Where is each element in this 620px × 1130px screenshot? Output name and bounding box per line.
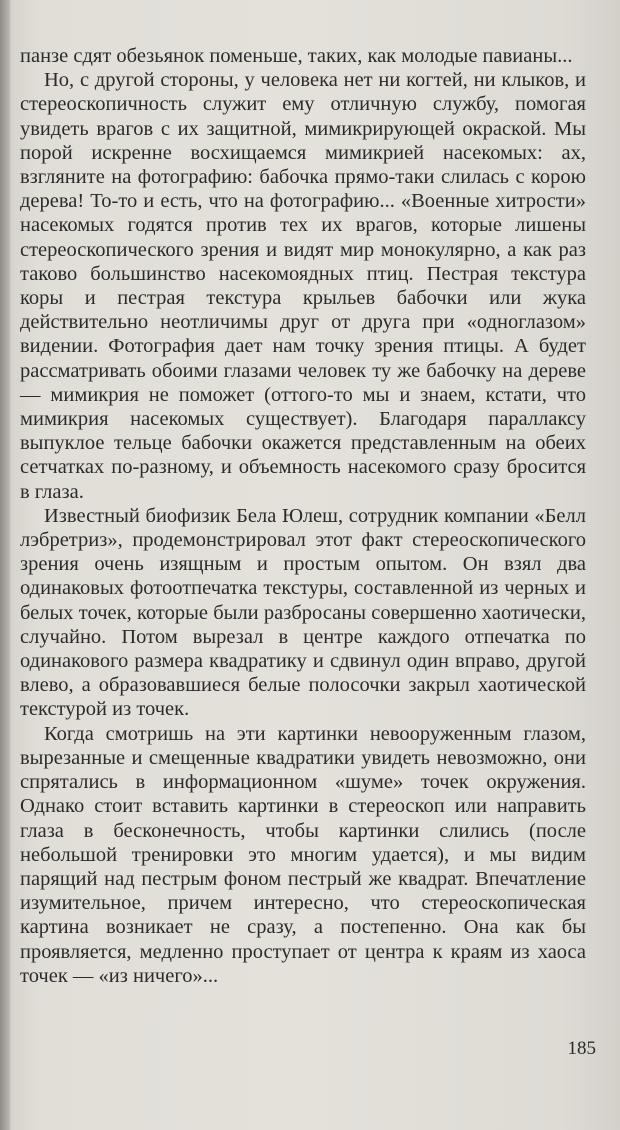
paragraph-stereoscope-effect: Когда смотришь на эти картинки невооруженным глазом, вырезанные и смещенные квадратики увидеть невозможно, они спрятались в информационном «шуме» точек окружения. Однако стоит вставить картинки в стереоскоп или направить глаза в бесконечность, чтобы картинки слились (после небольшой тренировки это многим удается), и мы видим парящий над пестрым фоном пестрый же квадрат. Впечатление изумительное, причем интересно, что стереоскопическая картина возникает не сразу, а постепенно. Она как бы проявляется, медленно проступает от центра к краям из хаоса точек — «из ничего»... — [20, 722, 586, 987]
paragraph-julesz-experiment: Известный биофизик Бела Юлеш, сотрудник компании «Белл лэбретриз», продемонстрировал этот факт стереоскопического зрения очень изящным и простым опытом. Он взял два одинаковых фотоотпечатка текстуры, составленной из черных и белых точек, которые были разбросаны совершенно хаотически, случайно. Потом вырезал в центре каждого отпечатка по одинакового размера квадратику и сдвинул один вправо, другой влево, а образовавшиеся белые полосочки закрыл хаотической текстурой из точек. — [20, 504, 586, 721]
page-text-body — [20, 44, 586, 988]
paragraph-continuation: панзе сдят обезьянок поменьше, таких, как молодые павианы... — [20, 45, 573, 67]
book-gutter-shadow — [0, 0, 10, 1130]
page-number: 185 — [567, 1038, 596, 1059]
paragraph-mimicry: Но, с другой стороны, у человека нет ни когтей, ни клыков, и стереоскопичность служит ему отличную службу, помогая увидеть врагов с их защитной, мимикрирующей окраской. Мы порой искренне восхищаемся мимикрией насекомых: ах, взгляните на фотографию: бабочка прямо-таки слилась с корою дерева! То-то и есть, что на фотографию... «Военные хитрости» насекомых годятся против тех их врагов, которые лишены стереоскопического зрения и видят мир монокулярно, а как раз таково большинство насекомоядных птиц. Пестрая текстура коры и пестрая текстура крыльев бабочки или жука действительно неотличимы друг от друга при «одноглазом» видении. Фотография дает нам точку зрения птицы. А будет рассматривать обоими глазами человек ту же бабочку на дереве — мимикрия не поможет (оттого-то мы и знаем, кстати, что мимикрия насекомых существует). Благодаря параллаксу выпуклое тельце бабочки окажется представленным на обеих сетчатках по-разному, и объемность насекомого сразу бросится в глаза. — [20, 69, 586, 503]
